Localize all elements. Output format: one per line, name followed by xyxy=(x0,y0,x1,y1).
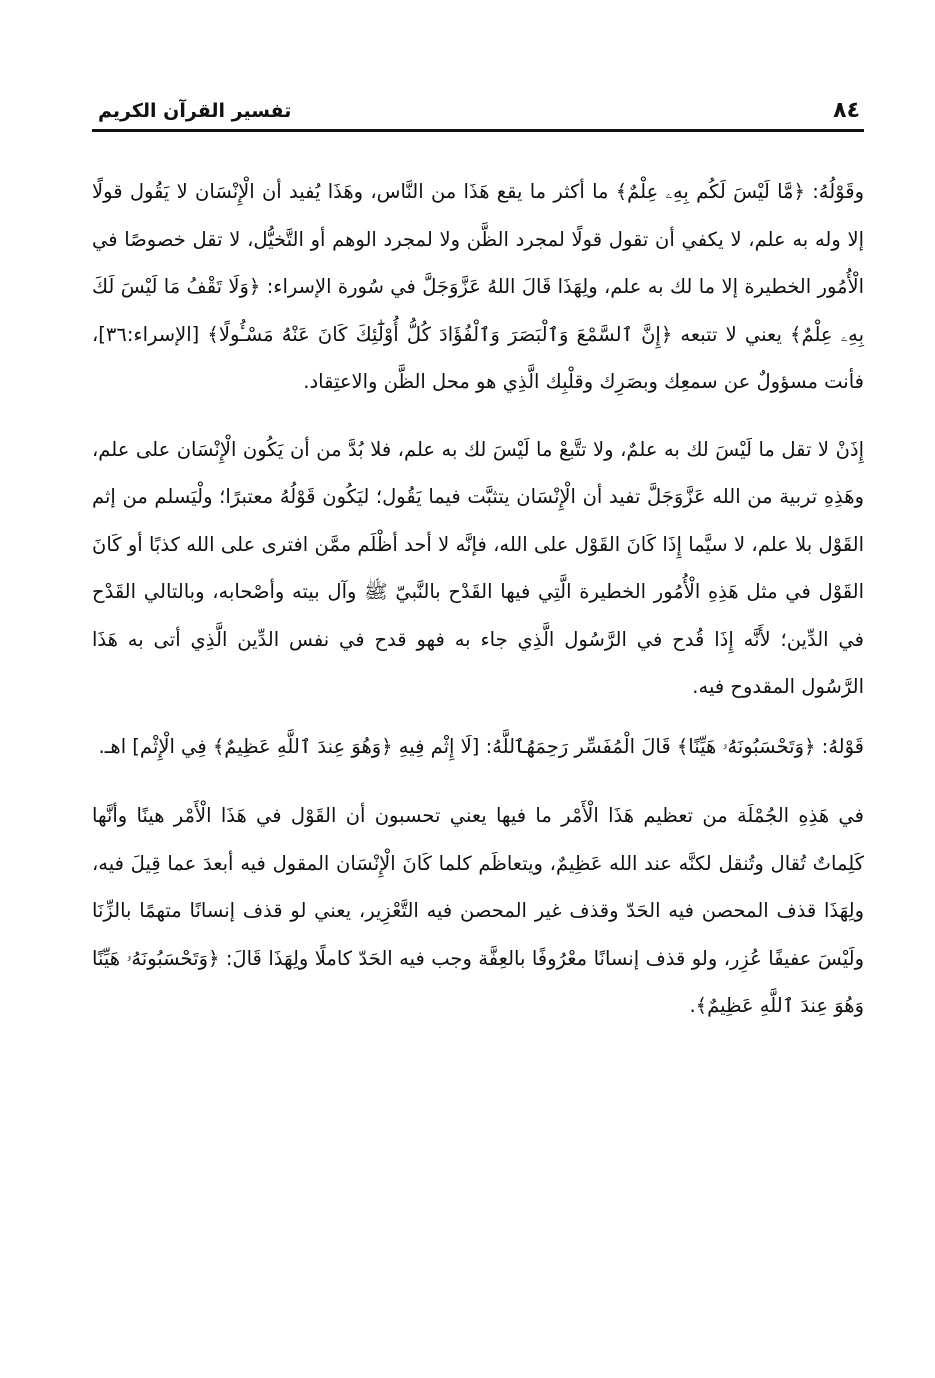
paragraph-3: قَوْلهُ: ﴿وَتَحْسَبُونَهُۥ هَيِّنًا﴾ قَالَ الْمُفَسِّر رَحِمَهُٱللَّهُ: [لَا إِثْم فِيهِ ﴿وَهُوَ عِندَ ٱللَّهِ عَظِيمٌ﴾ فِي الْإِثْم] اهـ. xyxy=(98,734,864,758)
book-title: تفسير القرآن الكريم xyxy=(98,100,292,122)
book-page xyxy=(92,96,864,1356)
header-rule xyxy=(92,129,864,132)
page-number: ٨٤ xyxy=(833,98,860,123)
page-body xyxy=(92,168,864,1030)
running-header xyxy=(92,96,864,130)
paragraph-4: في هَذِهِ الجُمْلَة من تعظيم هَذَا الْأَمْر ما فيها يعني تحسبون أن القَوْل في هَذَا الْأَمْر هينًا وأنَّها كَلِماتٌ تُقال وتُنقل لكنَّه عند الله عَظِيمٌ، ويتعاظَم كلما كَانَ الْإِنْسَان المقول فيه أبعدَ عما قِيلَ فيه، ولِهَذَا قذف المحصن فيه الحَدّ وقذف غير المحصن فيه التَّعْزِير، يعني لو قذف إنسانًا متهمًا بالزِّنَا ولَيْسَ عفيفًا عُزِر، ولو قذف إنسانًا معْرُوفًا بالعِفَّة وجب فيه الحَدّ كاملًا ولِهَذَا قَالَ: ﴿وَتَحْسَبُونَهُۥ هَيِّنًا وَهُوَ عِندَ ٱللَّهِ عَظِيمٌ﴾. xyxy=(92,804,864,1017)
paragraph-1: وقَوْلُهُ: ﴿مَّا لَيْسَ لَكُم بِهِۦ عِلْمٌ﴾ ما أكثر ما يقع هَذَا من النَّاس، وهَذَا يُفيد أن الْإِنْسَان لا يَقُول قولًا إلا وله به علم، لا يكفي أن تقول قولًا لمجرد الظَّن ولا لمجرد الوهم أو التَّخيُّل، لا تقل خصوصًا في الْأُمُور الخطيرة إلا ما لك به علم، ولِهَذَا قَالَ اللهُ عَزَّوَجَلَّ في سُورة الإسراء: ﴿وَلَا تَقْفُ مَا لَيْسَ لَكَ بِهِۦ عِلْمٌ﴾ يعني لا تتبعه ﴿إِنَّ ٱلسَّمْعَ وَٱلْبَصَرَ وَٱلْفُؤَادَ كُلُّ أُوْلَٰٓئِكَ كَانَ عَنْهُ مَسْـُٔولًا﴾ [الإسراء:٣٦]، فأنت مسؤولٌ عن سمعِك وبصَرِك وقلْبِك الَّذِي هو محل الظَّن والاعتِقاد. xyxy=(92,180,864,393)
paragraph-2: إِذَنْ لا تقل ما لَيْسَ لك به علمٌ، ولا تتَّبعْ ما لَيْسَ لك به علم، فلا بُدَّ من أن يَكُون الْإِنْسَان على علم، وهَذِهِ تربية من الله عَزَّوَجَلَّ تفيد أن الْإِنْسَان يتثبَّت فيما يَقُول؛ ليَكُون قَوْلُهُ معتبرًا؛ ولْيَسلم من إثم القَوْل بلا علم، لا سيَّما إِذَا كَانَ القَوْل على الله، فإنَّه لا أحد أظْلَم ممَّن افترى على الله كذبًا أو كَانَ القَوْل في مثل هَذِهِ الْأُمُور الخطيرة الَّتِي فيها القَدْح بالنَّبيّ ﷺ وآل بيته وأصْحابه، وبالتالي القَدْح في الدِّين؛ لأَنَّه إِذَا قُدح في الرَّسُول الَّذِي جاء به فهو قدح في نفس الدِّين الَّذِي أتى به هَذَا الرَّسُول المقدوح فيه. xyxy=(92,437,864,698)
